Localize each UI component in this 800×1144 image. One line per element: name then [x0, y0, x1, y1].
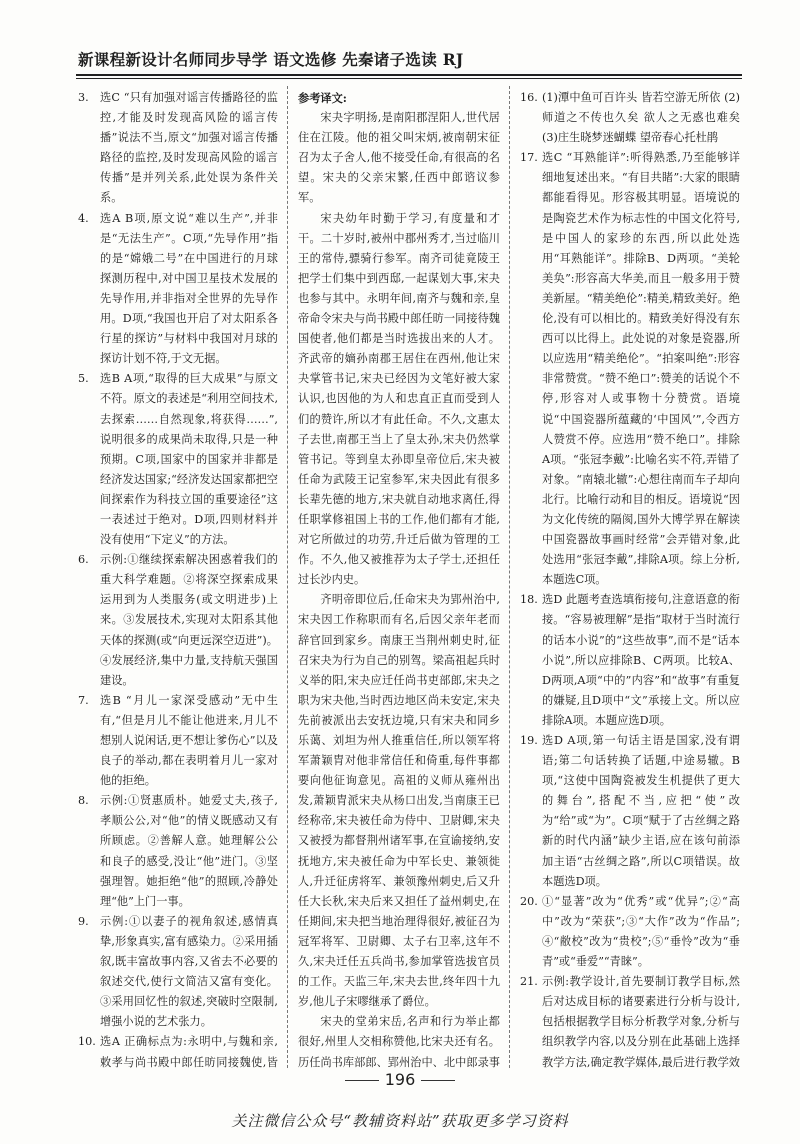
item-text: 选B A项,“取得的巨大成果”与原文不符。原文的表述是“利用空间技术,去探索……自然现象,将获得……”,说明很多的成果尚未取得,只是一种预期。C项,国家中的国家并非都是经济发达国家;“经济发达国家都把空间探索作为科技立国的重要途径”这一表述过于绝对。D项,四则材料并没有使用“下定义”的方法。: [100, 372, 278, 547]
answer-column-left: [78, 88, 278, 1068]
page-number-rule: [345, 1080, 379, 1081]
answer-item: [520, 731, 740, 892]
header-rule-thick: [76, 74, 742, 76]
column-divider: [509, 86, 510, 1068]
item-text: 示例:①继续探索解决困惑着我们的重大科学难题。②将深空探索成果运用到为人类服务(或文明进步)上来。③发展技术,实现对太阳系其他天体的探测(或“向更远深空迈进”)。④发展经济,集中力量,支持航天强国建设。: [100, 553, 278, 687]
item-number: 8.: [78, 794, 89, 808]
translation-column: [298, 88, 500, 1068]
answer-item: [78, 1032, 278, 1068]
answer-item: [78, 550, 278, 691]
item-text: (1)潭中鱼可百许头 皆若空游无所依 (2)师道之不传也久矣 欲人之无惑也难矣 (3)庄生晓梦迷蝴蝶 望帝春心托杜鹃: [542, 91, 740, 145]
answer-item: [78, 791, 278, 912]
translation-heading: 参考译文:: [298, 91, 347, 105]
item-number: 5.: [78, 372, 89, 386]
answer-item: [520, 972, 740, 1068]
answer-item: [78, 209, 278, 370]
answer-item: [78, 88, 278, 209]
answer-item: [520, 88, 740, 148]
item-text: 选B “月儿一家深受感动”无中生有,“但是月儿不能让他进来,月儿不想别人说闲话,更不想让爹伤心”以及良子的举动,都在表明着月儿一家对他的拒绝。: [100, 693, 278, 788]
item-number: 17.: [520, 151, 538, 165]
item-text: 选A 正确标点为:永明中,与魏和亲,敕孝与尚书殿中郎任昉同接魏使,皆: [100, 1035, 278, 1068]
answer-item: [78, 691, 278, 791]
item-number: 18.: [520, 593, 538, 607]
translation-paragraph: 宋夬幼年时勤于学习,有度量和才干。二十岁时,被州中郡州秀才,当过临川王的常侍,骠骑行参军。南齐司徒竟陵王把学士们集中到西邸,一起谋划大事,宋夬也参与其中。永明年间,南齐与魏和亲,皇帝命令宋夬与尚书殿中郎任昉一同接待魏国使者,他们都是当时选拔出来的人才。齐武帝的嫡孙南郡王居住在西州,他让宋夬掌管书记,宋夬已经因为文笔好被大家认识,也因他的为人和忠直正直而受到人们的赞许,所以才有此任命。不久,文惠太子去世,南郡王当上了皇太孙,宋夬仍然掌管书记。等到皇太孙即皇帝位后,宋夬被任命为武陵王记室参军,宋夬因此有很多长辈先德的地方,宋夬就自动地求离任,得任职掌修祖国上书的工作,他们都有才能,对它所做过的功劳,升迁后做为管理的工作。不久,他又被推荐为太子学士,还担任过长沙内史。: [298, 211, 500, 587]
item-text: 选C “耳熟能详”:听得熟悉,乃至能够详细地复述出来。“有目共睹”:大家的眼睛都能看得见。形容极其明显。语境说的是陶瓷艺术作为标志性的中国文化符号,是中国人的家珍的东西,所以此处选用“耳熟能详”。排除B、D两项。“美轮美奂”:形容高大华美,而且一般多用于赞美新屋。“精美绝伦”:精美,精致美好。绝伦,没有可以相比的。精致美好得没有东西可以比得上。此处说的对象是瓷器,所以应选用“精美绝伦”。“拍案叫绝”:形容非常赞赏。“赞不绝口”:赞美的话说个不停,形容对人或事物十分赞赏。语境说“中国瓷器所蕴藏的‘中国风’”,令西方人赞赏不停。应选用“赞不绝口”。排除A项。“张冠李戴”:比喻名实不符,弄错了对象。“南辕北辙”:心想往南而车子却向北行。比喻行动和目的相反。语境说“因为文化传统的隔阂,国外大博学界在解读中国瓷器故事画时经常”会弄错对象,此处选用“张冠李戴”,排除A项。综上分析,本题选C项。: [542, 151, 740, 587]
item-text: 示例:①以妻子的视角叙述,感情真挚,形象真实,富有感染力。②采用插叙,既丰富故事内容,又省去不必要的叙述交代,使行文简洁又富有变化。③采用回忆性的叙述,突破时空限制,增强小说的艺术张力。: [100, 914, 278, 1029]
footer-promo: 关注微信公众号“教辅资料站”获取更多学习资料: [231, 1112, 569, 1130]
item-text: 选D 此题考查选填衔接句,注意语意的衔接。“容易被理解”是指“取材于当时流行的话本小说”的“这些故事”,而不是“话本小说”,所以应排除B、C两项。比较A、D两项,A项“中的”内容”和“故事”有重复的嫌疑,且D项中“文”承接上文。所以应排除A项。本题应选D项。: [542, 593, 740, 727]
item-text: 选A B项,原文说“难以生产”,并非是“无法生产”。C项,“先导作用”指的是“嫦娥二号”在中国进行的月球探测历程中,对中国卫星技术发展的先导作用,并非指对全世界的先导作用。D项,“我国也开启了对太阳系各行星的探访”与材料中我国对月球的探访计划不符,于文无据。: [100, 211, 278, 366]
item-number: 9.: [78, 914, 89, 928]
item-text: 示例:①贤惠质朴。她爱丈夫,孩子,孝顺公公,对“他”的情义既感动又有所顾虑。②善解人意。她理解公公和良子的感受,没让“他”进门。③坚强理智。她拒绝“他”的照顾,冷静处理“他”上门一事。: [100, 794, 278, 908]
translation-paragraph: 宋夬字明扬,是南阳郡涅阳人,世代居住在江陵。他的祖父叫宋炳,被南朝宋征召为太子舍人,他不接受任命,有很高的名望。宋夬的父亲宋繁,任西中郎谘议参军。: [298, 111, 500, 205]
answer-item: [520, 148, 740, 590]
answer-item: [78, 369, 278, 550]
header-rule-thin: [76, 78, 742, 79]
translation-paragraph: 宋夬的堂弟宋岳,名声和行为举止都很好,州里人交相称赞他,比宋夬还有名。历任尚书库部郎、郢州治中、北中郎录事: [298, 1015, 500, 1068]
item-text: ①“显著”改为“优秀”或“优异”;②“高中”改为“荣获”;③“大作”改为“作品”;④“敝校”改为“贵校”;⑤“垂怜”改为“垂青”或“垂爱”“青睐”。: [542, 894, 740, 969]
translation-paragraph: 齐明帝即位后,任命宋夬为郢州治中,宋夬因工作称职而有名,后因父亲年老而辞官回到家乡。南康王当荆州刺史时,征召宋夬为行为自己的别驾。梁高祖起兵时义举的阳,宋夬应迁任尚书吏部郎,宋夬之职为宋夬他,当时西边地区尚未安定,宋夬先前被派出去安抚边境,只有宋夬和同乡乐蔼、刘坦为州人推重信任,所以领军将军萧颖胄对他非常信任和倚重,每件事都要向他征询意见。高祖的义师从雍州出发,萧颖胄派宋夬从杨口出发,当南康王已经称帝,宋夬被任命为侍中、卫尉卿,宋夬又被授为都督荆州诸军事,在宣谕接纳,安抚地方,宋夬被任命为中军长史、兼领徙人,升迁征虏将军、兼领豫州刺史,后又升任大长秋,宋夬后来又担任了益州刺史,在任期间,宋夬把当地治理得很好,被征召为冠军将军、卫尉卿、太子右卫率,这年不久,宋夬迁任五兵尚书,参加掌管选拔官员的工作。天监三年,宋夬去世,终年四十九岁,他儿子宋嘐继承了爵位。: [298, 593, 500, 1009]
item-number: 10.: [78, 1035, 96, 1049]
page-number: [0, 1070, 800, 1089]
item-number: 19.: [520, 734, 538, 747]
page-header-title: 新课程新设计名师同步导学 语文选修 先秦诸子选读 RJ: [78, 50, 464, 69]
item-number: 16.: [520, 91, 538, 104]
item-text: 选C “只有加强对谣言传播路径的监控,才能及时发现高风险的谣言传播”说法不当,原文“加强对谣言传播路径的监控,及时发现高风险的谣言传播”是并列关系,此处误为条件关系。: [100, 91, 278, 205]
item-number: 20.: [520, 894, 538, 908]
column-divider: [287, 86, 288, 1068]
answer-item: [78, 912, 278, 1033]
item-number: 21.: [520, 975, 538, 989]
item-number: 3.: [78, 91, 89, 104]
item-text: 示例:教学设计,首先要制订教学目标,然后对达成目标的诸要素进行分析与设计,包括根据教学目标分析教学对象,分析与组织教学内容,以及分别在此基础上选择教学方法,确定教学媒体,最后进行教学效: [542, 975, 740, 1068]
item-number: 7.: [78, 693, 89, 707]
item-text: 选D A项,第一句话主语是国家,没有谓语;第二句话转换了话题,中途易辙。B项,“这使中国陶瓷被发生机提供了更大的舞台”,搭配不当,应把“使”改为“给”或“为”。C项“赋于了古丝绸之路新的时代内涵”缺少主语,应在该句前添加主语“古丝绸之路”,所以C项错误。故本题选D项。: [542, 734, 740, 888]
page-number-text: 196: [384, 1070, 416, 1089]
answer-column-right: [520, 88, 740, 1068]
page-number-rule: [421, 1080, 455, 1081]
answer-item: [520, 892, 740, 972]
item-number: 6.: [78, 553, 89, 567]
item-number: 4.: [78, 211, 89, 225]
answer-item: [520, 590, 740, 731]
